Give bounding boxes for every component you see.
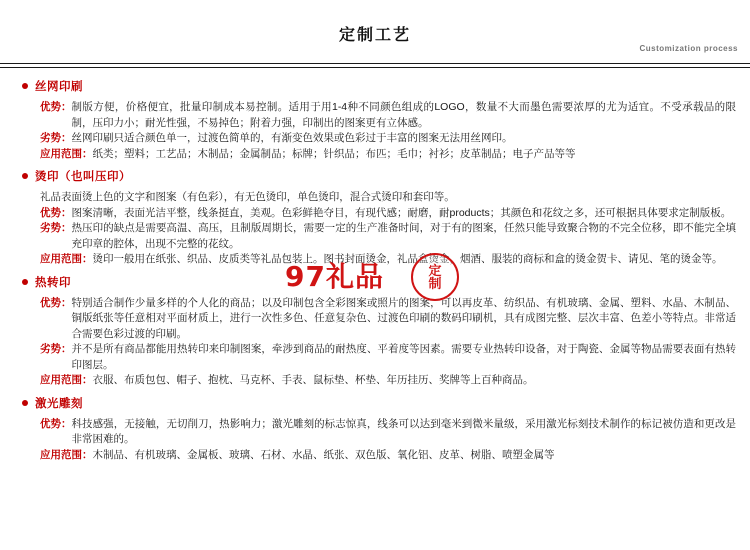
paragraph [0,221,750,252]
paragraph [0,206,750,222]
paragraph-body: 衣服、布质包包、帽子、抱枕、马克杯、手表、鼠标垫、杯垫、年历挂历、奖牌等上百种商品。 [92,374,534,386]
watermark-text: 97礼品 [285,260,384,293]
paragraph-body: 纸类；塑料；工艺品；木制品；金属制品；标牌；针织品；布匹；毛巾；衬衫；皮革制品；电子产品等等 [92,147,576,160]
document-header [0,0,750,62]
paragraph [0,417,750,448]
bullet-icon [22,83,28,89]
section-title: 丝网印刷 [35,81,83,93]
paragraph-body: 并不是所有商品都能用热转印来印制图案，牵涉到商品的耐热度、平着度等因素。需要专业热转印设备，对于陶瓷、金属等物品需要表面有热转印图层。 [71,343,736,371]
paragraph-label: 劣势： [40,222,72,234]
paragraph-body: 制版方便，价格便宜，批量印制成本易控制。适用于用1-4种不同颜色组成的LOGO，数量不大而墨色需要浓厚的尤为适宜。不受承载品的限制，压印力小；耐光性强，不易掉色；附着力强，印制出的图案更有立体感。 [71,101,736,129]
section-laser-engraving [0,395,750,464]
page-subtitle: Customization process [639,44,738,53]
watermark-seal-text: 定制 [428,263,442,291]
paragraph [0,373,750,389]
paragraph-label: 优势： [40,296,72,309]
paragraph-label: 应用范围： [40,147,93,160]
paragraph-label: 应用范围： [40,374,93,386]
section-heading [0,395,750,411]
header-divider-top [0,63,750,64]
paragraph-label: 优势： [40,101,72,113]
section-heat-transfer [0,274,750,389]
section-heading [0,78,750,94]
paragraph-label: 优势： [40,417,72,430]
header-divider-bottom [0,67,750,68]
paragraph [0,448,750,464]
paragraph [0,252,750,268]
bullet-icon [22,400,28,406]
section-heading [0,168,750,184]
paragraph-body: 木制品、有机玻璃、金属板、玻璃、石材、水晶、纸张、双色版、氧化铝、皮革、树脂、喷塑金属等 [92,448,555,461]
paragraph-body: 科技感强，无接触，无切削刀，热影响力；激光雕刻的标志惊真，线条可以达到毫米到微米量级，采用激光标刻技术制作的标记被仿造和更改是非常困难的。 [71,417,736,445]
paragraph [0,342,750,373]
bullet-icon [22,173,28,179]
paragraph [0,147,750,163]
paragraph-body: 特别适合制作少量多样的个人化的商品；以及印制包含全彩图案或照片的图案，可以再皮革、纺织品、有机玻璃、金属、塑料、水晶、木制品、铜版纸张等任意相对平面材质上，进行一次性多色、任意复杂色、过渡色印刷的数码印刷机，具有成图完整、层次丰富、色差小等特点。非常适合需要色彩过渡的印刷。 [71,296,736,340]
sections-container [0,78,750,469]
paragraph [0,131,750,147]
paragraph-body: 烫印一般用在纸张、织品、皮质类等礼品包装上。图书封面烫金，礼品盒烫金，烟酒、服装的商标和盒的烫金贺卡、请见、笔的烫金等。 [92,253,723,265]
paragraph-label: 劣势： [40,132,72,144]
paragraph-body: 丝网印刷只适合颜色单一，过渡色简单的，有渐变色效果或色彩过于丰富的图案无法用丝网印。 [71,132,513,144]
paragraph-body: 图案清晰，表面光洁平整，线条挺直，美观。色彩鲜艳夺目，有现代感；耐磨，耐products；其颜色和花纹之多，还可根据具体要求定制版板。 [71,206,732,219]
paragraph-label: 应用范围： [40,253,93,265]
paragraph [0,100,750,131]
paragraph-body: 礼品表面烫上色的文字和图案（有色彩），有无色烫印，单色烫印，混合式烫印和套印等。 [40,191,455,203]
section-silkscreen [0,78,750,162]
paragraph-label: 应用范围： [40,448,93,461]
paragraph [0,296,750,343]
paragraph [0,190,750,206]
section-title: 激光雕刻 [35,397,83,410]
section-heading [0,274,750,290]
paragraph-label: 优势： [40,206,72,219]
section-title: 烫印（也叫压印） [35,171,131,183]
section-title: 热转印 [35,276,71,289]
paragraph-body: 热压印的缺点是需要高温、高压，且制版周期长，需要一定的生产准备时间，对于有的图案，任然只能导致聚合物的不完全位移，即不能完全填充印章的腔体，出现不完整的花纹。 [71,222,736,250]
page-title: 定制工艺 [338,27,411,44]
section-hot-stamping [0,168,750,268]
paragraph-label: 劣势： [40,343,72,355]
bullet-icon [22,279,28,285]
